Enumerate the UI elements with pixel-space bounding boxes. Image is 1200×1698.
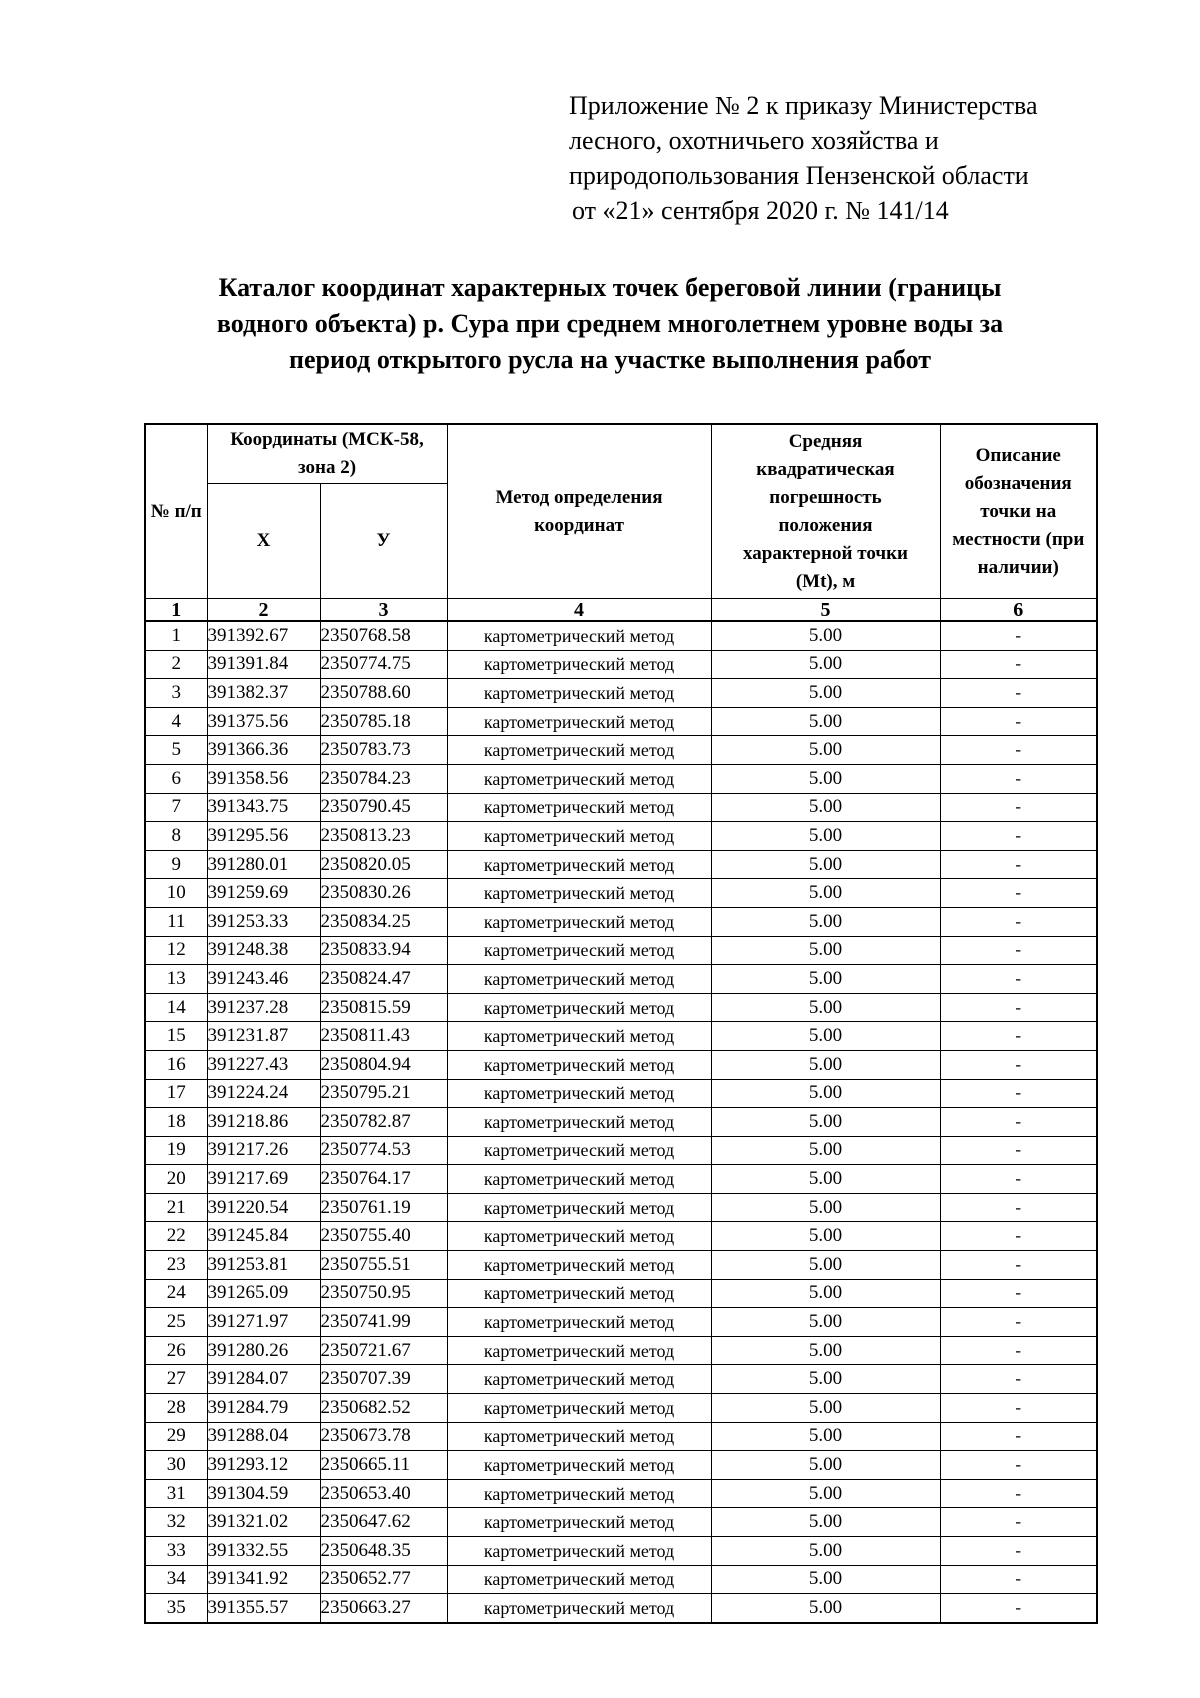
cell-number: 10 [145,879,207,908]
cell-x: 391358.56 [207,764,320,793]
cell-number: 18 [145,1108,207,1137]
cell-x: 391217.26 [207,1136,320,1165]
cell-description: - [940,793,1097,822]
cell-y: 2350761.19 [320,1193,447,1222]
cell-description: - [940,1050,1097,1079]
title-line: период открытого русла на участке выполнения работ [288,345,932,374]
cell-method: картометрический метод [447,965,711,994]
cell-number: 25 [145,1308,207,1337]
cell-method: картометрический метод [447,679,711,708]
cell-number: 4 [145,707,207,736]
cell-x: 391253.81 [207,1251,320,1280]
cell-x: 391243.46 [207,965,320,994]
table-row [145,965,1097,994]
cell-number: 2 [145,650,207,679]
cell-x: 391341.92 [207,1565,320,1594]
table-row [145,1079,1097,1108]
table-row [145,1022,1097,1051]
cell-number: 14 [145,993,207,1022]
cell-x: 391218.86 [207,1108,320,1137]
cell-error: 5.00 [711,993,940,1022]
cell-description: - [940,1251,1097,1280]
table-body [145,621,1097,1623]
header-x: X [207,484,320,599]
cell-y: 2350811.43 [320,1022,447,1051]
cell-number: 16 [145,1050,207,1079]
table-row [145,679,1097,708]
cell-method: картометрический метод [447,1108,711,1137]
cell-description: - [940,822,1097,851]
cell-method: картометрический метод [447,907,711,936]
table-row [145,1565,1097,1594]
cell-method: картометрический метод [447,1308,711,1337]
cell-error: 5.00 [711,1050,940,1079]
cell-y: 2350741.99 [320,1308,447,1337]
cell-y: 2350682.52 [320,1394,447,1423]
cell-description: - [940,650,1097,679]
cell-description: - [940,936,1097,965]
table-row [145,1251,1097,1280]
cell-x: 391293.12 [207,1451,320,1480]
cell-number: 28 [145,1394,207,1423]
cell-x: 391271.97 [207,1308,320,1337]
table-row [145,1479,1097,1508]
cell-error: 5.00 [711,1108,940,1137]
table-row [145,1594,1097,1623]
cell-y: 2350833.94 [320,936,447,965]
cell-error: 5.00 [711,1565,940,1594]
table-row [145,1422,1097,1451]
column-number: 5 [711,599,940,622]
table-row [145,650,1097,679]
cell-y: 2350804.94 [320,1050,447,1079]
cell-method: картометрический метод [447,1165,711,1194]
table-row [145,1336,1097,1365]
cell-error: 5.00 [711,764,940,793]
cell-description: - [940,1594,1097,1623]
cell-number: 26 [145,1336,207,1365]
appendix-line: Приложение № 2 к приказу Министерства [569,91,1038,120]
table-row [145,1108,1097,1137]
cell-error: 5.00 [711,1537,940,1566]
cell-description: - [940,1394,1097,1423]
appendix-note [569,88,1109,228]
cell-error: 5.00 [711,621,940,650]
cell-description: - [940,736,1097,765]
cell-y: 2350721.67 [320,1336,447,1365]
cell-error: 5.00 [711,1365,940,1394]
header-method: Метод определения координат [447,424,711,599]
cell-y: 2350707.39 [320,1365,447,1394]
cell-number: 9 [145,850,207,879]
cell-method: картометрический метод [447,1022,711,1051]
cell-x: 391231.87 [207,1022,320,1051]
cell-number: 13 [145,965,207,994]
cell-y: 2350788.60 [320,679,447,708]
cell-y: 2350755.51 [320,1251,447,1280]
cell-y: 2350834.25 [320,907,447,936]
cell-description: - [940,764,1097,793]
cell-x: 391332.55 [207,1537,320,1566]
table-row [145,1451,1097,1480]
table-row [145,707,1097,736]
cell-description: - [940,1365,1097,1394]
cell-number: 15 [145,1022,207,1051]
cell-method: картометрический метод [447,850,711,879]
cell-number: 17 [145,1079,207,1108]
header-num: № п/п [145,424,207,599]
cell-error: 5.00 [711,736,940,765]
cell-x: 391227.43 [207,1050,320,1079]
table-row [145,850,1097,879]
cell-error: 5.00 [711,965,940,994]
cell-description: - [940,707,1097,736]
cell-method: картометрический метод [447,1537,711,1566]
cell-description: - [940,1022,1097,1051]
coordinates-table [144,423,1098,1624]
cell-x: 391253.33 [207,907,320,936]
cell-method: картометрический метод [447,650,711,679]
cell-y: 2350795.21 [320,1079,447,1108]
column-number: 1 [145,599,207,622]
cell-number: 21 [145,1193,207,1222]
cell-method: картометрический метод [447,936,711,965]
column-number: 2 [207,599,320,622]
cell-method: картометрический метод [447,1451,711,1480]
cell-x: 391391.84 [207,650,320,679]
cell-error: 5.00 [711,936,940,965]
cell-description: - [940,1565,1097,1594]
cell-description: - [940,1508,1097,1537]
cell-x: 391248.38 [207,936,320,965]
cell-method: картометрический метод [447,1136,711,1165]
cell-number: 19 [145,1136,207,1165]
cell-description: - [940,965,1097,994]
cell-method: картометрический метод [447,621,711,650]
cell-y: 2350824.47 [320,965,447,994]
table-row [145,1136,1097,1165]
table-row [145,822,1097,851]
table-row [145,1050,1097,1079]
cell-y: 2350790.45 [320,793,447,822]
cell-x: 391280.01 [207,850,320,879]
cell-error: 5.00 [711,679,940,708]
table-row [145,793,1097,822]
cell-number: 12 [145,936,207,965]
cell-x: 391259.69 [207,879,320,908]
table-row [145,1165,1097,1194]
cell-method: картометрический метод [447,1079,711,1108]
cell-x: 391284.79 [207,1394,320,1423]
cell-method: картометрический метод [447,822,711,851]
cell-error: 5.00 [711,1336,940,1365]
appendix-line: природопользования Пензенской области [569,161,1029,190]
cell-description: - [940,993,1097,1022]
cell-method: картометрический метод [447,1251,711,1280]
cell-x: 391217.69 [207,1165,320,1194]
cell-description: - [940,621,1097,650]
cell-error: 5.00 [711,1222,940,1251]
cell-x: 391284.07 [207,1365,320,1394]
header-coordinates: Координаты (МСК-58, зона 2) [207,424,447,484]
cell-y: 2350813.23 [320,822,447,851]
table-row [145,1508,1097,1537]
cell-method: картометрический метод [447,736,711,765]
cell-method: картометрический метод [447,1222,711,1251]
cell-y: 2350673.78 [320,1422,447,1451]
cell-x: 391295.56 [207,822,320,851]
cell-error: 5.00 [711,1451,940,1480]
cell-y: 2350784.23 [320,764,447,793]
appendix-line: лесного, охотничьего хозяйства и [569,126,939,155]
cell-x: 391237.28 [207,993,320,1022]
title-line: Каталог координат характерных точек береговой линии (границы [218,273,1002,302]
cell-number: 30 [145,1451,207,1480]
cell-error: 5.00 [711,850,940,879]
cell-description: - [940,1336,1097,1365]
cell-error: 5.00 [711,1079,940,1108]
cell-method: картометрический метод [447,993,711,1022]
cell-error: 5.00 [711,707,940,736]
cell-y: 2350782.87 [320,1108,447,1137]
cell-y: 2350663.27 [320,1594,447,1623]
column-number: 6 [940,599,1097,622]
cell-method: картометрический метод [447,879,711,908]
cell-x: 391288.04 [207,1422,320,1451]
table-row [145,1279,1097,1308]
cell-error: 5.00 [711,1422,940,1451]
cell-error: 5.00 [711,1594,940,1623]
cell-y: 2350774.75 [320,650,447,679]
cell-method: картометрический метод [447,1422,711,1451]
cell-y: 2350653.40 [320,1479,447,1508]
cell-number: 27 [145,1365,207,1394]
cell-x: 391366.36 [207,736,320,765]
cell-description: - [940,879,1097,908]
cell-number: 33 [145,1537,207,1566]
cell-y: 2350652.77 [320,1565,447,1594]
cell-method: картометрический метод [447,1336,711,1365]
header-y: У [320,484,447,599]
table-row [145,1365,1097,1394]
cell-number: 11 [145,907,207,936]
cell-method: картометрический метод [447,1365,711,1394]
cell-number: 29 [145,1422,207,1451]
cell-method: картометрический метод [447,764,711,793]
table-row [145,1537,1097,1566]
cell-error: 5.00 [711,822,940,851]
cell-description: - [940,1222,1097,1251]
cell-y: 2350815.59 [320,993,447,1022]
cell-number: 23 [145,1251,207,1280]
cell-y: 2350830.26 [320,879,447,908]
cell-x: 391392.67 [207,621,320,650]
cell-y: 2350755.40 [320,1222,447,1251]
table-row [145,1308,1097,1337]
cell-y: 2350647.62 [320,1508,447,1537]
table-row [145,1394,1097,1423]
cell-y: 2350785.18 [320,707,447,736]
cell-description: - [940,850,1097,879]
cell-y: 2350665.11 [320,1451,447,1480]
cell-description: - [940,1537,1097,1566]
cell-y: 2350774.53 [320,1136,447,1165]
cell-error: 5.00 [711,650,940,679]
cell-x: 391382.37 [207,679,320,708]
cell-x: 391280.26 [207,1336,320,1365]
cell-number: 7 [145,793,207,822]
cell-description: - [940,1451,1097,1480]
cell-number: 6 [145,764,207,793]
cell-description: - [940,1165,1097,1194]
table-row [145,1222,1097,1251]
header-error: Средняя квадратическая погрешность положения характерной точки (Mt), м [711,424,940,599]
cell-x: 391245.84 [207,1222,320,1251]
cell-description: - [940,1136,1097,1165]
cell-y: 2350768.58 [320,621,447,650]
cell-number: 31 [145,1479,207,1508]
cell-number: 32 [145,1508,207,1537]
cell-description: - [940,907,1097,936]
cell-method: картометрический метод [447,1193,711,1222]
cell-error: 5.00 [711,1165,940,1194]
cell-error: 5.00 [711,1251,940,1280]
cell-x: 391321.02 [207,1508,320,1537]
cell-description: - [940,1308,1097,1337]
table-row [145,936,1097,965]
cell-description: - [940,1108,1097,1137]
cell-x: 391220.54 [207,1193,320,1222]
cell-number: 8 [145,822,207,851]
cell-description: - [940,1279,1097,1308]
column-number: 3 [320,599,447,622]
cell-method: картометрический метод [447,1050,711,1079]
cell-method: картометрический метод [447,1565,711,1594]
cell-method: картометрический метод [447,1594,711,1623]
appendix-line: от «21» сентября 2020 г. № 141/14 [572,196,949,225]
column-number: 4 [447,599,711,622]
cell-number: 1 [145,621,207,650]
cell-method: картометрический метод [447,793,711,822]
cell-description: - [940,1422,1097,1451]
cell-method: картометрический метод [447,1479,711,1508]
table-row [145,907,1097,936]
cell-x: 391375.56 [207,707,320,736]
cell-error: 5.00 [711,1193,940,1222]
cell-number: 20 [145,1165,207,1194]
cell-error: 5.00 [711,1479,940,1508]
cell-description: - [940,679,1097,708]
cell-error: 5.00 [711,1508,940,1537]
cell-y: 2350820.05 [320,850,447,879]
table-row [145,736,1097,765]
cell-x: 391224.24 [207,1079,320,1108]
cell-y: 2350648.35 [320,1537,447,1566]
cell-error: 5.00 [711,1279,940,1308]
cell-number: 3 [145,679,207,708]
title-line: водного объекта) р. Сура при среднем многолетнем уровне воды за [216,309,1004,338]
cell-method: картометрический метод [447,1279,711,1308]
document-title [150,270,1070,378]
cell-error: 5.00 [711,1394,940,1423]
cell-error: 5.00 [711,1308,940,1337]
cell-method: картометрический метод [447,707,711,736]
cell-y: 2350764.17 [320,1165,447,1194]
cell-description: - [940,1193,1097,1222]
cell-error: 5.00 [711,879,940,908]
table-row [145,1193,1097,1222]
cell-error: 5.00 [711,1136,940,1165]
cell-x: 391343.75 [207,793,320,822]
table-row [145,993,1097,1022]
cell-number: 24 [145,1279,207,1308]
cell-number: 35 [145,1594,207,1623]
cell-x: 391304.59 [207,1479,320,1508]
cell-number: 34 [145,1565,207,1594]
cell-number: 5 [145,736,207,765]
cell-method: картометрический метод [447,1394,711,1423]
table-row [145,879,1097,908]
cell-number: 22 [145,1222,207,1251]
cell-method: картометрический метод [447,1508,711,1537]
cell-x: 391265.09 [207,1279,320,1308]
cell-error: 5.00 [711,793,940,822]
header-description: Описание обозначения точки на местности (при наличии) [940,424,1097,599]
cell-y: 2350750.95 [320,1279,447,1308]
cell-x: 391355.57 [207,1594,320,1623]
table-row [145,621,1097,650]
cell-error: 5.00 [711,907,940,936]
cell-error: 5.00 [711,1022,940,1051]
cell-y: 2350783.73 [320,736,447,765]
cell-description: - [940,1479,1097,1508]
table-row [145,764,1097,793]
cell-description: - [940,1079,1097,1108]
